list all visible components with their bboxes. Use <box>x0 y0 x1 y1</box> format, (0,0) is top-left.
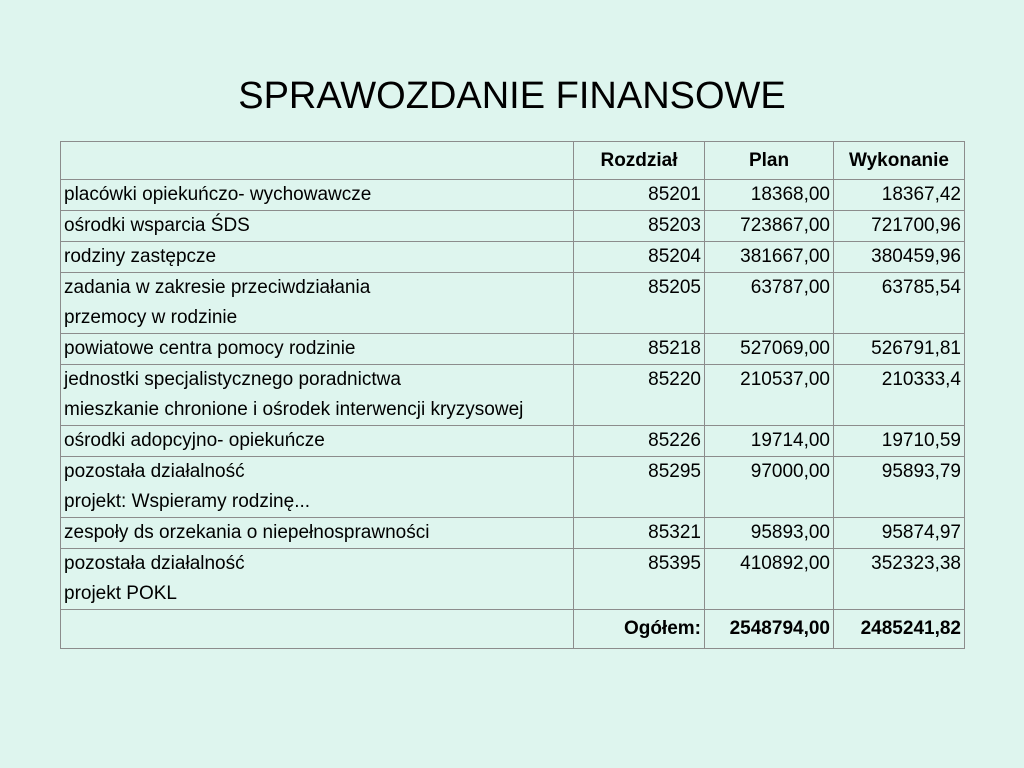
row-name-line: placówki opiekuńczo- wychowawcze <box>64 184 372 205</box>
row-division: 85203 <box>574 211 705 242</box>
table-row <box>61 273 965 334</box>
row-name-line: rodziny zastępcze <box>64 246 217 267</box>
row-division: 85295 <box>574 457 705 518</box>
row-name-line: powiatowe centra pomocy rodzinie <box>64 338 356 359</box>
row-plan: 527069,00 <box>705 334 834 365</box>
row-name-line: jednostki specjalistycznego poradnictwa <box>64 369 401 390</box>
row-execution: 352323,38 <box>834 549 965 610</box>
row-division: 85218 <box>574 334 705 365</box>
row-name <box>61 273 574 334</box>
header-execution: Wykonanie <box>834 142 965 180</box>
row-division: 85205 <box>574 273 705 334</box>
total-plan: 2548794,00 <box>705 610 834 649</box>
row-name-line: zespoły ds orzekania o niepełnosprawności <box>64 522 430 543</box>
header-row <box>61 142 965 180</box>
row-division: 85204 <box>574 242 705 273</box>
row-execution: 63785,54 <box>834 273 965 334</box>
page-title: SPRAWOZDANIE FINANSOWE <box>238 75 786 117</box>
table-row <box>61 211 965 242</box>
row-division: 85226 <box>574 426 705 457</box>
row-name-line: projekt: Wspieramy rodzinę... <box>64 491 311 512</box>
row-plan: 410892,00 <box>705 549 834 610</box>
row-name-line: projekt POKL <box>64 583 177 604</box>
row-execution: 18367,42 <box>834 180 965 211</box>
row-execution: 380459,96 <box>834 242 965 273</box>
row-execution: 721700,96 <box>834 211 965 242</box>
row-name-line: ośrodki adopcyjno- opiekuńcze <box>64 430 325 451</box>
header-division: Rozdział <box>574 142 705 180</box>
header-name <box>61 142 574 180</box>
row-name-line: mieszkanie chronione i ośrodek interwencji kryzysowej <box>64 399 524 420</box>
row-execution: 95893,79 <box>834 457 965 518</box>
row-plan: 210537,00 <box>705 365 834 426</box>
row-plan: 95893,00 <box>705 518 834 549</box>
table-row <box>61 365 965 426</box>
row-name-line: pozostała działalność <box>64 553 245 574</box>
financial-report-table <box>60 141 965 649</box>
row-name <box>61 211 574 242</box>
total-execution: 2485241,82 <box>834 610 965 649</box>
row-name-line: pozostała działalność <box>64 461 245 482</box>
row-plan: 18368,00 <box>705 180 834 211</box>
row-name <box>61 457 574 518</box>
row-name-line: zadania w zakresie przeciwdziałania <box>64 277 371 298</box>
table-row <box>61 426 965 457</box>
row-division: 85220 <box>574 365 705 426</box>
row-execution: 95874,97 <box>834 518 965 549</box>
row-name <box>61 518 574 549</box>
total-row <box>61 610 965 649</box>
table-row <box>61 180 965 211</box>
row-name <box>61 242 574 273</box>
row-name <box>61 426 574 457</box>
row-division: 85321 <box>574 518 705 549</box>
table-row <box>61 242 965 273</box>
row-plan: 63787,00 <box>705 273 834 334</box>
row-name-line: ośrodki wsparcia ŚDS <box>64 215 250 236</box>
table-row <box>61 334 965 365</box>
total-empty-cell <box>61 610 574 649</box>
row-execution: 210333,4 <box>834 365 965 426</box>
table-body <box>61 180 965 610</box>
table-row <box>61 518 965 549</box>
table-row <box>61 549 965 610</box>
row-division: 85201 <box>574 180 705 211</box>
row-name <box>61 334 574 365</box>
row-name <box>61 180 574 211</box>
row-plan: 19714,00 <box>705 426 834 457</box>
row-name <box>61 549 574 610</box>
row-plan: 723867,00 <box>705 211 834 242</box>
row-plan: 381667,00 <box>705 242 834 273</box>
row-execution: 19710,59 <box>834 426 965 457</box>
row-name <box>61 365 574 426</box>
table-row <box>61 457 965 518</box>
total-label: Ogółem: <box>574 610 705 649</box>
row-plan: 97000,00 <box>705 457 834 518</box>
row-execution: 526791,81 <box>834 334 965 365</box>
row-division: 85395 <box>574 549 705 610</box>
header-plan: Plan <box>705 142 834 180</box>
row-name-line: przemocy w rodzinie <box>64 307 238 328</box>
